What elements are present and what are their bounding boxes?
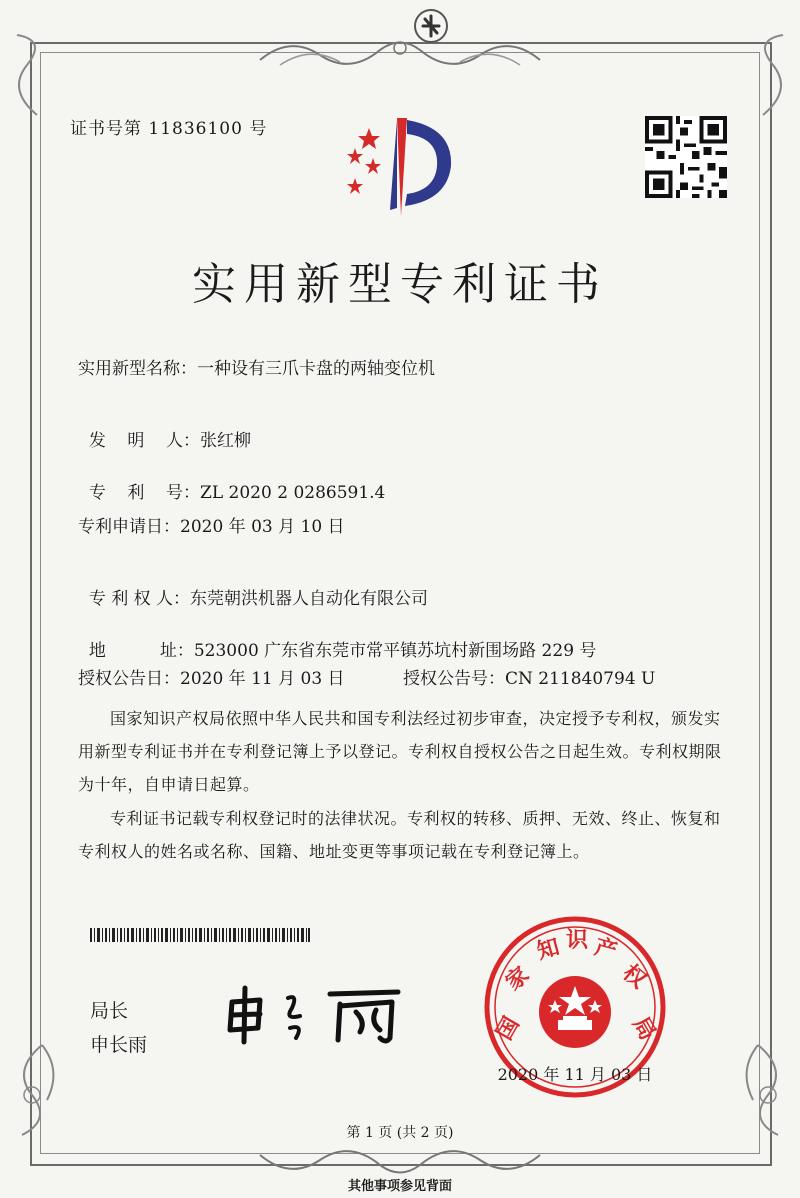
application-date-value: 2020 年 03 月 10 日 [180, 517, 345, 537]
certificate-title: 实用新型专利证书 [192, 259, 608, 310]
svg-text:国: 国 [491, 1012, 525, 1045]
cnipa-logo-icon [335, 108, 465, 223]
patentee-row [78, 564, 428, 609]
grant-number-label: 授权公告号： [403, 669, 505, 689]
grant-date-label: 授权公告日： [78, 669, 180, 689]
inventor-label: 发 明 人： [88, 431, 201, 451]
application-date-label: 专利申请日： [78, 517, 180, 537]
patent-number-label: 专 利 号： [88, 483, 201, 503]
director-title: 局长 [90, 1000, 129, 1022]
certificate-number: 证书号第 11836100 号 [70, 119, 268, 139]
seal-date: 2020 年 11 月 03 日 [497, 1065, 653, 1084]
grant-date-row [78, 664, 345, 689]
address-label: 地 址： [88, 641, 194, 661]
svg-text:家: 家 [500, 961, 535, 996]
grant-date-value: 2020 年 11 月 03 日 [180, 669, 345, 689]
top-left-ornament-icon [2, 30, 72, 120]
address-row [78, 616, 596, 661]
grant-number-value: CN 211840794 U [505, 669, 656, 689]
body-paragraph-1: 国家知识产权局依照中华人民共和国专利法经过初步审查，决定授予专利权，颁发实用新型专利证书并在专利登记簿上予以登记。专利权自授权公告之日起生效。专利权期限为十年，自申请日起算。 [78, 709, 722, 794]
svg-text:局: 局 [627, 1012, 661, 1045]
inventor-value: 张红柳 [200, 431, 252, 451]
official-seal [480, 912, 670, 1102]
footer-note: 其他事项参见背面 [347, 1179, 452, 1194]
barcode-icon [90, 928, 310, 942]
svg-text:知: 知 [534, 933, 563, 965]
application-date-row [78, 512, 345, 537]
director-name: 申长雨 [90, 1034, 148, 1056]
address-value: 523000 广东省东莞市常平镇苏坑村新围场路 229 号 [193, 641, 597, 661]
grant-number-row [403, 664, 655, 689]
patentee-label: 专 利 权 人： [88, 589, 191, 609]
handwritten-signature [220, 980, 420, 1050]
patent-number-value: ZL 2020 2 0286591.4 [200, 483, 386, 503]
top-ornament-icon [250, 30, 550, 80]
top-right-ornament-icon [728, 30, 798, 120]
patentee-value: 东莞朝洪机器人自动化有限公司 [190, 589, 429, 609]
utility-model-name-row [78, 354, 435, 379]
page-number: 第 1 页 (共 2 页) [346, 1125, 454, 1141]
utility-model-name-value: 一种设有三爪卡盘的两轴变位机 [197, 359, 435, 379]
qr-code-icon [645, 116, 727, 198]
svg-text:产: 产 [591, 933, 620, 965]
inventor-row [78, 406, 251, 451]
utility-model-name-label: 实用新型名称： [78, 359, 197, 379]
body-paragraph-2: 专利证书记载专利权登记时的法律状况。专利权的转移、质押、无效、终止、恢复和专利权人的姓名或名称、国籍、地址变更等事项记载在专利登记簿上。 [78, 809, 721, 861]
svg-text:权: 权 [617, 959, 652, 994]
patent-number-row [78, 458, 385, 503]
svg-text:识: 识 [565, 927, 589, 953]
